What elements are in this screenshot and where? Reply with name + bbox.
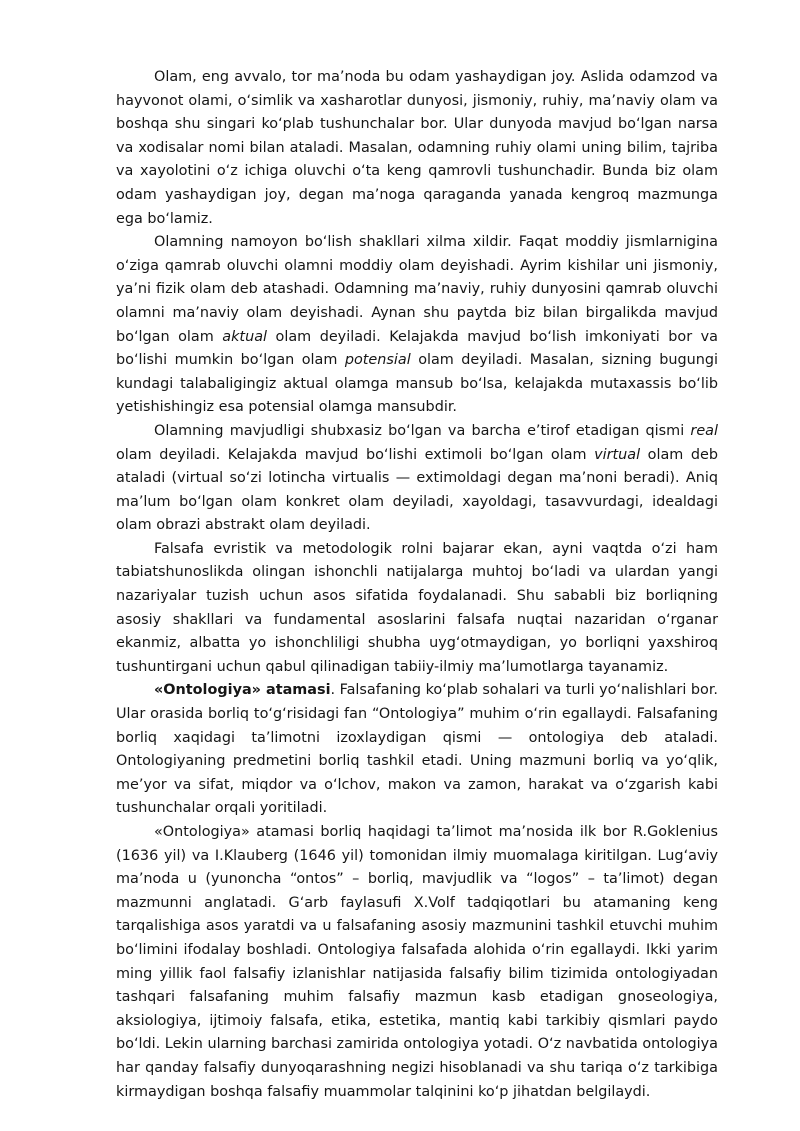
paragraph-text: Olamning mavjudligi shubxasiz bo‘lgan va barcha e’tirof etadigan qismi xyxy=(154,422,691,439)
paragraph-text: olam deb ataladi (virtual so‘zi lotincha virtualis — extimoldagi degan ma’noni beradi). Aniq ma’lum bo‘lgan olam konkret olam deyiladi, xayoldagi, tasavvurdagi, idealdagi olam obrazi abstrakt olam deyiladi. xyxy=(116,446,718,534)
paragraph-ontology-history xyxy=(116,821,718,1104)
paragraph-philosophy-role xyxy=(116,538,718,680)
paragraph-text: olam deyiladi. Masalan, sizning bugungi kundagi talabaligingiz aktual olamga mansub bo‘lsa, kelajakda mutaxassis bo‘lib yetishishingiz esa potensial olamga mansubdir. xyxy=(116,352,718,416)
italic-term-real: real xyxy=(690,422,718,439)
paragraph-text: Olam, eng avvalo, tor ma’noda bu odam yashaydigan joy. Aslida odamzod va hayvonot olami, o‘simlik va xasharotlar dunyosi, jismoniy, ruhiy, ma’naviy olam va boshqa shu singari ko‘plab tushunchalar bor. Ular dunyoda mavjud bo‘lgan narsa va xodisalar nomi bilan ataladi. Masalan, odamning ruhiy olami uning bilim, tajriba va xayolotini o‘z ichiga oluvchi o‘ta keng qamrovli tushunchadir. Bunda biz olam odam yashaydigan joy, degan ma’noga qaraganda yanada kengroq mazmunga ega bo‘lamiz. xyxy=(116,69,718,227)
paragraph-text: olam deyiladi. Kelajakda mavjud bo‘lish imkoniyati bor va bo‘lishi mumkin bo‘lgan olam xyxy=(116,328,719,369)
paragraph-text: . Falsafaning ko‘plab sohalari va turli yo‘nalishlari bor. Ular orasida borliq to‘g‘risidagi fan “Ontologiya” muhim o‘rin egallaydi. Falsafaning borliq xaqidagi ta’limotni izoxlaydigan qismi — ontologiya deb ataladi. Ontologiyaning predmetini borliq tashkil etadi. Uning mazmuni borliq va yo‘qlik, me’yor va sifat, miqdor va o‘lchov, makon va zamon, harakat va o‘zgarish kabi tushunchalar orqali yoritiladi. xyxy=(116,682,718,817)
paragraph-text: olam deyiladi. Kelajakda mavjud bo‘lishi extimoli bo‘lgan olam xyxy=(116,446,595,463)
italic-term-virtual: virtual xyxy=(594,446,641,463)
paragraph-world-forms xyxy=(116,231,718,420)
italic-term-potensial: potensial xyxy=(344,352,411,369)
section-heading-ontology: «Ontologiya» atamasi xyxy=(154,682,331,699)
paragraph-text: «Ontologiya» atamasi borliq haqidagi ta’limot ma’nosida ilk bor R.Goklenius (1636 yil) va I.Klauberg (1646 yil) tomonidan ilmiy muomalaga kiritilgan. Lug‘aviy ma’noda u (yunoncha “ontos” – borliq, mavjudlik va “logos” – ta’limot) degan mazmunni anglatadi. G‘arb faylasufi X.Volf tadqiqotlari bu atamaning keng tarqalishiga asos yaratdi va u falsafaning asosiy mazmunini tashkil etuvchi muhim bo‘limini ifodalay boshladi. Ontologiya falsafada alohida o‘rin egallaydi. Ikki yarim ming yillik faol falsafiy izlanishlar natijasida falsafiy bilim tizimida ontologiyadan tashqari falsafaning muhim falsafiy mazmun kasb etadigan gnoseologiya, aksiologiya, ijtimoiy falsafa, etika, estetika, mantiq kabi tarkibiy qismlari paydo bo‘ldi. Lekin ularning barchasi zamirida ontologiya yotadi. O‘z navbatida ontologiya har qanday falsafiy dunyoqarashning negizi hisoblanadi va shu tariqa o‘z tarkibiga kirmaydigan boshqa falsafiy muammolar talqinini ko‘p jihatdan belgilaydi. xyxy=(116,824,718,1100)
italic-term-aktual: aktual xyxy=(222,328,268,345)
paragraph-text: Falsafa evristik va metodologik rolni bajarar ekan, ayni vaqtda o‘zi ham tabiatshunoslikda olingan ishonchli natijalarga muhtoj bo‘ladi va ulardan yangi nazariyalar tuzish uchun asos sifatida foydalanadi. Shu sababli biz borliqning asosiy shakllari va fundamental asoslarini falsafa nuqtai nazaridan o‘rganar ekanmiz, albatta yo ishonchliligi shubha uyg‘otmaydigan, yo borliqni yaxshiroq tushuntirgani uchun qabul qilinadigan tabiiy-ilmiy ma’lumotlarga tayanamiz. xyxy=(116,540,718,675)
paragraph-real-virtual xyxy=(116,420,718,538)
paragraph-text: Olamning namoyon bo‘lish shakllari xilma xildir. Faqat moddiy jismlarnigina o‘ziga qamrab oluvchi olamni moddiy olam deyishadi. Ayrim kishilar uni jismoniy, ya’ni fizik olam deb atashadi. Odamning ma’naviy, ruhiy dunyosini qamrab oluvchi olamni ma’naviy olam deyishadi. Aynan shu paytda biz bilan birgalikda mavjud bo‘lgan olam xyxy=(116,234,718,345)
paragraph-world-definition xyxy=(116,66,718,231)
paragraph-ontology-term xyxy=(116,679,718,821)
